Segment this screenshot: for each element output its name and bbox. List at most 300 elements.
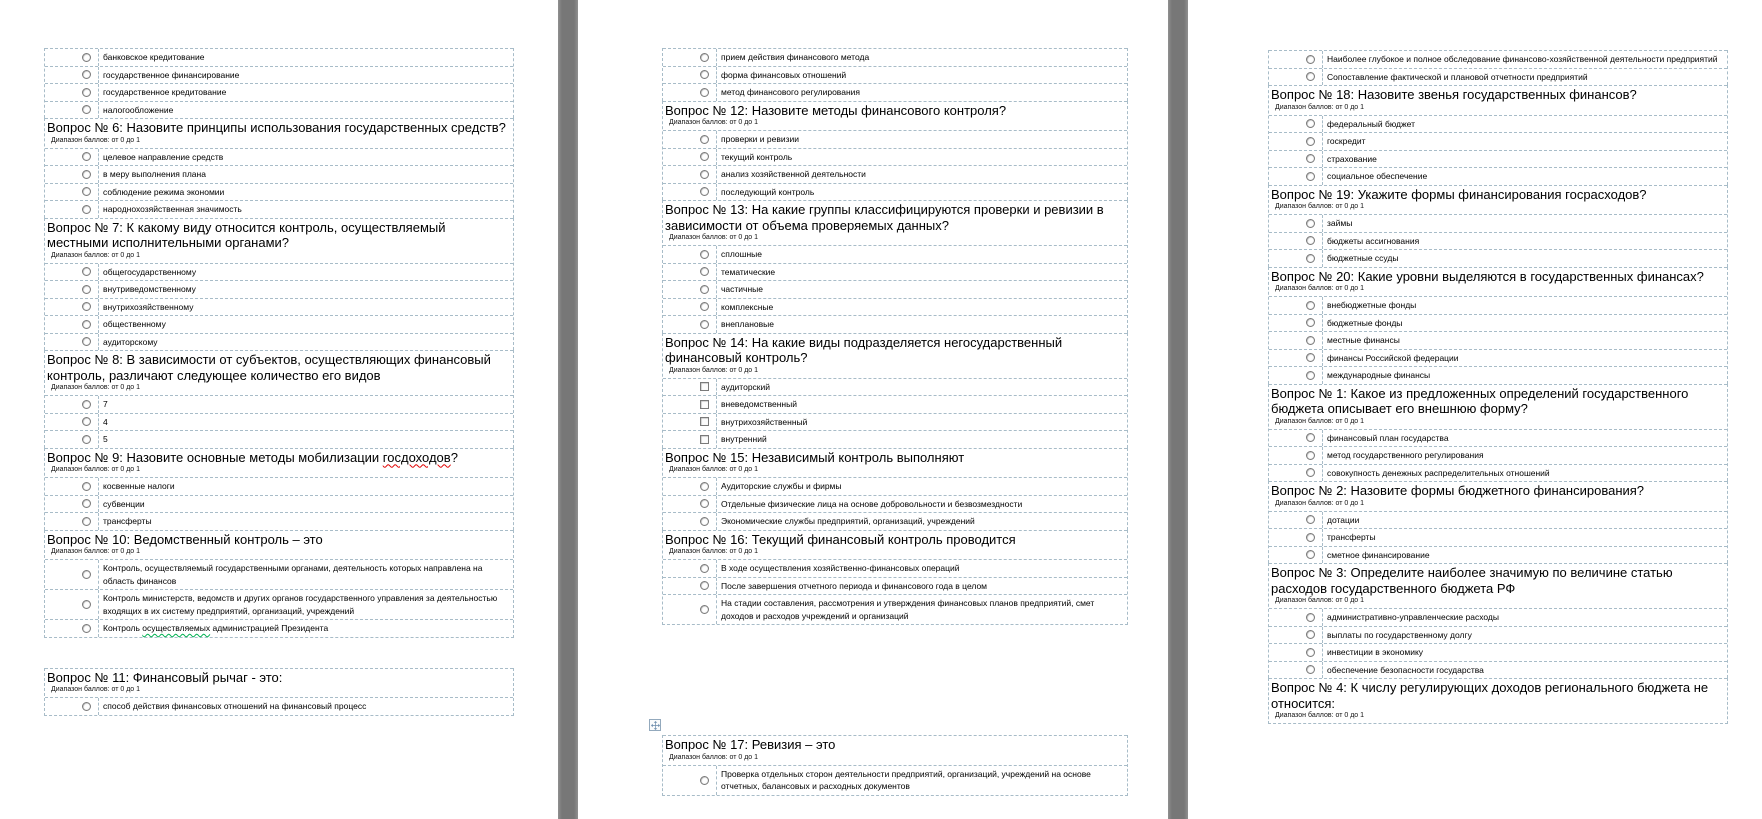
radio-button[interactable] <box>82 482 91 491</box>
question-block <box>44 448 514 530</box>
answer-option-row <box>45 477 513 495</box>
option-control-cell <box>45 84 99 101</box>
answer-option-row <box>1269 115 1727 133</box>
table-gap <box>44 638 514 668</box>
score-range-label: Диапазон баллов: от 0 до 1 <box>51 384 141 391</box>
answer-option-label: соблюдение режима экономии <box>103 186 225 197</box>
answer-option-label: вневедомственный <box>721 399 797 409</box>
radio-button[interactable] <box>82 302 91 311</box>
answer-option-label: общественному <box>103 319 166 329</box>
option-control-cell <box>663 560 717 577</box>
radio-button[interactable] <box>1306 613 1315 622</box>
radio-button[interactable] <box>700 135 709 144</box>
option-control-cell <box>45 620 99 637</box>
radio-button[interactable] <box>82 152 91 161</box>
answer-option-row <box>1269 643 1727 661</box>
table-move-handle-icon[interactable] <box>649 719 661 731</box>
answer-option-label: целевое направление средств <box>103 151 224 162</box>
question-title: Вопрос № 16: Текущий финансовый контроль проводится <box>665 531 1016 547</box>
question-title: Вопрос № 17: Ревизия – это <box>665 737 836 752</box>
question-title: Вопрос № 6: Назовите принципы использования государственных средств? <box>47 120 506 135</box>
question-header <box>45 350 513 395</box>
answer-option-label: бюджетные фонды <box>1327 317 1403 328</box>
question-title: Вопрос № 19: Укажите формы финансирования госрасходов? <box>1271 186 1647 202</box>
answer-option-label: местные финансы <box>1327 335 1400 345</box>
answer-option-row <box>663 83 1127 101</box>
question-block <box>1268 267 1728 384</box>
radio-button[interactable] <box>1306 550 1315 559</box>
radio-button[interactable] <box>1306 648 1315 657</box>
radio-button[interactable] <box>82 499 91 508</box>
answer-option-row <box>1269 296 1727 314</box>
radio-button[interactable] <box>700 267 709 276</box>
answer-option-row <box>1269 68 1727 86</box>
radio-button[interactable] <box>1306 236 1315 245</box>
option-control-cell <box>1269 644 1323 661</box>
radio-button[interactable] <box>82 320 91 329</box>
question-block <box>662 200 1128 333</box>
question-title: Вопрос № 7: К какому виду относится контроль, осуществляемый местными исполнительными органами? <box>47 219 446 250</box>
score-range-label: Диапазон баллов: от 0 до 1 <box>669 753 759 761</box>
score-range-label: Диапазон баллов: от 0 до 1 <box>1275 712 1365 719</box>
radio-button[interactable] <box>1306 301 1315 310</box>
radio-button[interactable] <box>1306 172 1315 181</box>
answer-option-row <box>663 395 1127 413</box>
table-gap <box>662 625 1128 735</box>
option-control-cell <box>45 334 99 351</box>
option-control-cell <box>1269 116 1323 133</box>
answer-option-label: финансы Российской федерации <box>1327 352 1459 363</box>
page-2 <box>578 0 1168 819</box>
question-block <box>1268 563 1728 678</box>
option-control-cell <box>1269 233 1323 250</box>
question-header <box>45 118 513 148</box>
answer-option-row <box>45 512 513 530</box>
question-header <box>663 101 1127 131</box>
radio-button[interactable] <box>1306 451 1315 460</box>
option-control-cell <box>45 299 99 316</box>
question-header <box>1269 481 1727 511</box>
answer-option-label: Наиболее глубокое и полное обследование финансово-хозяйственной деятельности предприятий <box>1327 54 1718 64</box>
option-control-cell <box>663 166 717 183</box>
question-block <box>44 668 514 716</box>
radio-button[interactable] <box>700 605 709 614</box>
option-control-cell <box>45 698 99 715</box>
answer-option-label: обеспечение безопасности государства <box>1327 664 1484 675</box>
option-control-cell <box>663 184 717 201</box>
question-header <box>1269 267 1727 297</box>
option-control-cell <box>45 496 99 513</box>
answer-option-row <box>1269 249 1727 267</box>
answer-option-label: комплексные <box>721 301 774 312</box>
option-control-cell <box>663 149 717 166</box>
radio-button[interactable] <box>700 70 709 79</box>
score-range-label: Диапазон баллов: от 0 до 1 <box>51 466 141 473</box>
score-range-label: Диапазон баллов: от 0 до 1 <box>1275 499 1365 507</box>
answer-option-row <box>1269 608 1727 626</box>
answer-option-label: косвенные налоги <box>103 481 175 491</box>
radio-button[interactable] <box>82 187 91 196</box>
radio-button[interactable] <box>82 600 91 609</box>
option-control-cell <box>663 299 717 316</box>
option-control-cell <box>1269 51 1323 68</box>
answer-option-label: инвестиции в экономику <box>1327 647 1424 657</box>
question-title: Вопрос № 14: На какие виды подразделяется негосударственный финансовый контроль? <box>665 334 1063 365</box>
question-header <box>663 200 1127 245</box>
option-control-cell <box>1269 367 1323 384</box>
page-3-content <box>1268 50 1728 724</box>
answer-option-label: государственное кредитование <box>103 87 227 97</box>
radio-button[interactable] <box>82 435 91 444</box>
answer-option-row <box>1269 511 1727 529</box>
question-header <box>663 530 1127 560</box>
option-control-cell <box>663 316 717 333</box>
question-tables-group <box>1268 50 1728 724</box>
radio-button[interactable] <box>82 517 91 526</box>
radio-button[interactable] <box>1306 336 1315 345</box>
option-control-cell <box>45 49 99 66</box>
radio-button[interactable] <box>82 53 91 62</box>
radio-button[interactable] <box>700 170 709 179</box>
radio-button[interactable] <box>1306 433 1315 442</box>
answer-option-row <box>45 200 513 218</box>
answer-option-label: Экономические службы предприятий, организаций, учреждений <box>721 516 975 526</box>
question-title: Вопрос № 12: Назовите методы финансового контроля? <box>665 102 1007 118</box>
answer-option-label: госкредит <box>1327 136 1366 146</box>
radio-button[interactable] <box>700 152 709 161</box>
score-range-label: Диапазон баллов: от 0 до 1 <box>669 466 759 473</box>
radio-button[interactable] <box>700 581 709 590</box>
radio-button[interactable] <box>1306 533 1315 542</box>
radio-button[interactable] <box>1306 55 1315 64</box>
answer-option-label: проверки и ревизии <box>721 134 799 144</box>
question-block <box>1268 678 1728 724</box>
answer-option-label: 4 <box>103 416 108 427</box>
answer-option-label: общегосударственному <box>103 266 197 277</box>
answer-option-label: внутрихозяйственный <box>721 416 808 427</box>
radio-button[interactable] <box>700 250 709 259</box>
options-continuation-block <box>662 48 1128 101</box>
page-1-content <box>44 48 514 716</box>
option-control-cell <box>45 102 99 119</box>
option-control-cell <box>1269 297 1323 314</box>
score-range-label: Диапазон баллов: от 0 до 1 <box>51 548 141 555</box>
radio-button[interactable] <box>82 267 91 276</box>
option-control-cell <box>45 590 99 619</box>
answer-option-row <box>663 298 1127 316</box>
answer-option-row <box>45 263 513 281</box>
question-title: Вопрос № 15: Независимый контроль выполняют <box>665 449 965 465</box>
answer-option-label: метод государственного регулирования <box>1327 450 1484 460</box>
radio-button[interactable] <box>1306 371 1315 380</box>
answer-option-label: сплошные <box>721 249 762 259</box>
answer-option-label: Аудиторские службы и фирмы <box>721 481 842 491</box>
option-control-cell <box>663 379 717 396</box>
radio-button[interactable] <box>82 170 91 179</box>
question-block <box>44 118 514 218</box>
answer-option-row <box>663 165 1127 183</box>
answer-option-row <box>1269 626 1727 644</box>
answer-option-label: аудиторскому <box>103 336 158 347</box>
answer-option-label: страхование <box>1327 153 1377 164</box>
score-range-label: Диапазон баллов: от 0 до 1 <box>1275 285 1365 292</box>
option-control-cell <box>45 149 99 166</box>
option-control-cell <box>663 264 717 281</box>
question-title: Вопрос № 11: Финансовый рычаг - это: <box>47 669 283 685</box>
answer-option-label: последующий контроль <box>721 186 815 197</box>
option-control-cell <box>663 396 717 413</box>
option-control-cell <box>1269 512 1323 529</box>
answer-option-row <box>45 183 513 201</box>
answer-option-row <box>663 577 1127 595</box>
option-control-cell <box>1269 151 1323 168</box>
radio-button[interactable] <box>1306 468 1315 477</box>
answer-option-row <box>1269 528 1727 546</box>
answer-option-label: Контроль осуществляемых администрацией Президента <box>103 623 329 633</box>
option-control-cell <box>663 431 717 448</box>
question-header <box>45 218 513 263</box>
answer-option-label: международные финансы <box>1327 370 1431 380</box>
answer-option-label: Сопоставление фактической и плановой отчетности предприятий <box>1327 71 1588 82</box>
radio-button[interactable] <box>82 88 91 97</box>
misspelled-word: осуществляемых <box>142 623 211 633</box>
option-control-cell <box>1269 315 1323 332</box>
radio-button[interactable] <box>82 337 91 346</box>
option-control-cell <box>1269 609 1323 626</box>
radio-button[interactable] <box>82 400 91 409</box>
checkbox[interactable] <box>700 400 709 409</box>
answer-option-row <box>663 48 1127 66</box>
score-range-label: Диапазон баллов: от 0 до 1 <box>1275 597 1365 604</box>
option-control-cell <box>1269 465 1323 482</box>
radio-button[interactable] <box>1306 665 1315 674</box>
option-control-cell <box>663 578 717 595</box>
question-block <box>44 350 514 448</box>
score-range-label: Диапазон баллов: от 0 до 1 <box>51 136 141 144</box>
answer-option-label: Контроль министерств, ведомств и других органов государственного управления за деятельностью входящих в их систему предприятий, организаций, учреждений <box>103 593 498 616</box>
answer-option-row <box>45 101 513 119</box>
answer-option-row <box>1269 349 1727 367</box>
answer-option-label: выплаты по государственному долгу <box>1327 629 1472 640</box>
radio-button[interactable] <box>1306 254 1315 263</box>
radio-button[interactable] <box>1306 515 1315 524</box>
answer-option-row <box>1269 331 1727 349</box>
answer-option-row <box>1269 366 1727 384</box>
radio-button[interactable] <box>82 417 91 426</box>
page-1 <box>0 0 558 819</box>
page-2-content <box>662 48 1128 796</box>
answer-option-row <box>1269 132 1727 150</box>
option-control-cell <box>45 316 99 333</box>
question-block <box>1268 481 1728 563</box>
answer-option-label: внутриведомственному <box>103 284 196 294</box>
answer-option-row <box>663 430 1127 448</box>
option-control-cell <box>45 513 99 530</box>
option-control-cell <box>663 595 717 624</box>
answer-option-label: форма финансовых отношений <box>721 69 847 80</box>
radio-button[interactable] <box>82 105 91 114</box>
answer-option-row <box>45 280 513 298</box>
answer-option-row <box>663 413 1127 431</box>
radio-button[interactable] <box>1306 119 1315 128</box>
answer-option-row <box>663 495 1127 513</box>
option-control-cell <box>45 478 99 495</box>
radio-button[interactable] <box>700 517 709 526</box>
option-control-cell <box>45 201 99 218</box>
answer-option-label: прием действия финансового метода <box>721 52 870 62</box>
answer-option-row <box>663 66 1127 84</box>
misspelled-word: госдоходов <box>382 449 451 465</box>
option-control-cell <box>1269 69 1323 86</box>
option-control-cell <box>1269 168 1323 185</box>
answer-option-label: налогообложение <box>103 104 174 115</box>
answer-option-row <box>45 395 513 413</box>
option-control-cell <box>663 414 717 431</box>
option-control-cell <box>45 67 99 84</box>
answer-option-row <box>45 413 513 431</box>
radio-button[interactable] <box>1306 137 1315 146</box>
radio-button[interactable] <box>700 285 709 294</box>
answer-option-label: На стадии составления, рассмотрения и утверждения финансовых планов предприятий, смет доходов и расходов учреждений и организаций <box>721 598 1095 621</box>
question-title: Вопрос № 13: На какие группы классифицируются проверки и ревизии в зависимости от объема проверяемых данных? <box>665 202 1104 233</box>
option-control-cell <box>1269 447 1323 464</box>
answer-option-label: государственное финансирование <box>103 69 240 80</box>
radio-button[interactable] <box>1306 353 1315 362</box>
answer-option-row <box>663 148 1127 166</box>
answer-option-label: административно-управленческие расходы <box>1327 612 1499 622</box>
answer-option-label: банковское кредитование <box>103 52 205 62</box>
option-control-cell <box>1269 662 1323 679</box>
option-control-cell <box>45 184 99 201</box>
answer-option-label: сметное финансирование <box>1327 549 1430 560</box>
radio-button[interactable] <box>1306 154 1315 163</box>
score-range-label: Диапазон баллов: от 0 до 1 <box>1275 417 1365 425</box>
option-control-cell <box>1269 430 1323 447</box>
radio-button[interactable] <box>1306 219 1315 228</box>
answer-option-row <box>663 280 1127 298</box>
answer-option-row <box>45 559 513 589</box>
radio-button[interactable] <box>700 499 709 508</box>
option-control-cell <box>663 67 717 84</box>
score-range-label: Диапазон баллов: от 0 до 1 <box>51 251 141 259</box>
answer-option-row <box>1269 150 1727 168</box>
radio-button[interactable] <box>82 702 91 711</box>
radio-button[interactable] <box>700 320 709 329</box>
answer-option-label: дотации <box>1327 514 1360 525</box>
score-range-label: Диапазон баллов: от 0 до 1 <box>1275 103 1365 111</box>
answer-option-label: займы <box>1327 218 1353 228</box>
answer-option-row <box>1269 661 1727 679</box>
options-continuation-block <box>44 48 514 118</box>
answer-option-label: Отдельные физические лица на основе добровольности и безвозмездности <box>721 498 1023 509</box>
radio-button[interactable] <box>1306 630 1315 639</box>
option-control-cell <box>663 246 717 263</box>
page-separator <box>558 0 578 819</box>
answer-option-row <box>1269 546 1727 564</box>
answer-option-row <box>663 183 1127 201</box>
question-title: Вопрос № 1: Какое из предложенных определений государственного бюджета описывает его внешнюю форму? <box>1271 385 1689 416</box>
answer-option-row <box>45 148 513 166</box>
radio-button[interactable] <box>82 70 91 79</box>
option-control-cell <box>45 281 99 298</box>
answer-option-label: трансферты <box>1327 532 1376 542</box>
question-header <box>1269 384 1727 429</box>
answer-option-label: внутрихозяйственному <box>103 301 194 312</box>
option-control-cell <box>45 560 99 589</box>
question-block <box>662 333 1128 448</box>
option-control-cell <box>45 166 99 183</box>
radio-button[interactable] <box>700 187 709 196</box>
answer-option-row <box>1269 232 1727 250</box>
answer-option-row <box>663 263 1127 281</box>
question-header <box>663 448 1127 478</box>
question-header <box>45 668 513 698</box>
question-title: Вопрос № 9: Назовите основные методы мобилизации госдоходов? <box>47 449 458 465</box>
answer-option-row <box>1269 314 1727 332</box>
option-control-cell <box>1269 250 1323 267</box>
radio-button[interactable] <box>1306 318 1315 327</box>
radio-button[interactable] <box>700 564 709 573</box>
answer-option-label: социальное обеспечение <box>1327 171 1428 181</box>
answer-option-label: внутренний <box>721 434 767 444</box>
checkbox[interactable] <box>700 382 709 391</box>
answer-option-row <box>1269 464 1727 482</box>
answer-option-row <box>1269 214 1727 232</box>
radio-button[interactable] <box>82 285 91 294</box>
option-control-cell <box>663 49 717 66</box>
question-tables-group <box>662 735 1128 796</box>
answer-option-row <box>45 83 513 101</box>
radio-button[interactable] <box>82 205 91 214</box>
score-range-label: Диапазон баллов: от 0 до 1 <box>669 234 759 241</box>
answer-option-label: субвенции <box>103 498 145 509</box>
question-header <box>45 530 513 560</box>
question-title: Вопрос № 4: К числу регулирующих доходов регионального бюджета не относится: <box>1271 680 1709 711</box>
answer-option-row <box>1269 50 1727 68</box>
answer-option-row <box>45 315 513 333</box>
option-control-cell <box>663 496 717 513</box>
answer-option-row <box>1269 446 1727 464</box>
radio-button[interactable] <box>700 53 709 62</box>
radio-button[interactable] <box>700 88 709 97</box>
checkbox[interactable] <box>700 417 709 426</box>
option-control-cell <box>45 396 99 413</box>
question-header <box>45 448 513 478</box>
question-block <box>662 448 1128 530</box>
option-control-cell <box>663 478 717 495</box>
answer-option-label: тематические <box>721 266 776 277</box>
question-block <box>44 530 514 638</box>
radio-button[interactable] <box>1306 72 1315 81</box>
answer-option-label: народнохозяйственная значимость <box>103 204 242 214</box>
option-control-cell <box>663 131 717 148</box>
score-range-label: Диапазон баллов: от 0 до 1 <box>669 548 759 555</box>
question-block <box>44 218 514 351</box>
page-3 <box>1188 0 1762 819</box>
radio-button[interactable] <box>700 482 709 491</box>
radio-button[interactable] <box>700 302 709 311</box>
question-block <box>662 530 1128 626</box>
radio-button[interactable] <box>700 776 709 785</box>
answer-option-row <box>663 559 1127 577</box>
answer-option-label: Контроль, осуществляемый государственными органами, деятельность которых направлена на область финансов <box>103 563 483 586</box>
answer-option-row <box>1269 167 1727 185</box>
radio-button[interactable] <box>82 570 91 579</box>
question-header <box>1269 85 1727 115</box>
checkbox[interactable] <box>700 435 709 444</box>
option-control-cell <box>1269 350 1323 367</box>
radio-button[interactable] <box>82 624 91 633</box>
